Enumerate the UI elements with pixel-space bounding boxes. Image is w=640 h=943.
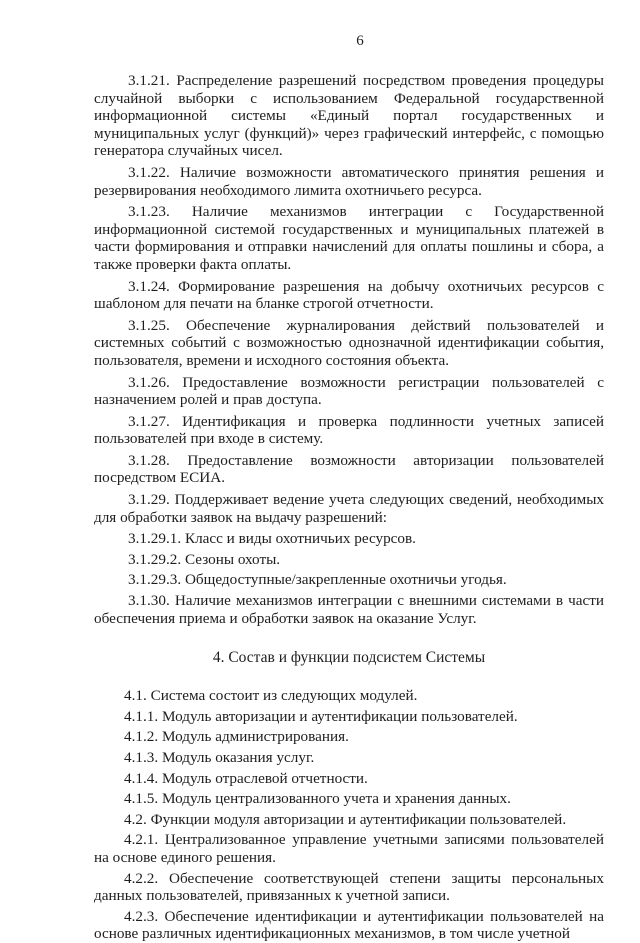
paragraph-4-1-3: 4.1.3. Модуль оказания услуг. [124,749,315,766]
paragraph-3-1-28: 3.1.28. Предоставление возможности авторизации пользователей посредством ЕСИА. [94,451,604,487]
paragraph-3-1-24: 3.1.24. Формирование разрешения на добычу охотничьих ресурсов с шаблоном для печати на бланке строгой отчетности. [94,277,604,313]
paragraph-3-1-30: 3.1.30. Наличие механизмов интеграции с внешними системами в части обеспечения приема и обработки заявок на оказание Услуг. [94,592,604,627]
paragraph-3-1-27: 3.1.27. Идентификация и проверка подлинности учетных записей пользователей при входе в систему. [94,412,604,448]
paragraph-3-1-25: 3.1.25. Обеспечение журналирования действий пользователей и системных событий с возможностью однозначной идентификации события, пользователя, времени и исходного состояния объекта. [94,316,604,369]
paragraph-4-1-1: 4.1.1. Модуль авторизации и аутентификации пользователей. [124,707,518,725]
paragraph-3-1-26: 3.1.26. Предоставление возможности регистрации пользователей с назначением ролей и прав доступа. [94,373,604,409]
paragraph-4-1-5: 4.1.5. Модуль централизованного учета и хранения данных. [124,790,511,808]
paragraph-4-2: 4.2. Функции модуля авторизации и аутентификации пользователей. [124,810,567,828]
paragraph-4-2-1: 4.2.1. Централизованное управление учетными записями пользователей на основе единого решения. [94,831,604,866]
paragraph-3-1-23: 3.1.23. Наличие механизмов интеграции с Государственной информационной системой государственных и муниципальных платежей в части формирования и отправки начислений для оплаты пошлины и сбора, а также проверки факта оплаты. [94,203,604,273]
section-heading: 4. Состав и функции подсистем Системы [212,649,486,667]
page-number: 6 [356,33,364,49]
paragraph-3-1-29-3: 3.1.29.3. Общедоступные/закрепленные охотничьи угодья. [128,571,507,589]
paragraph-3-1-29: 3.1.29. Поддерживает ведение учета следующих сведений, необходимых для обработки заявок на выдачу разрешений: [94,491,604,526]
paragraph-3-1-29-2: 3.1.29.2. Сезоны охоты. [128,550,281,568]
paragraph-4-2-2: 4.2.2. Обеспечение соответствующей степени защиты персональных данных пользователей, привязанных к учетной записи. [94,869,604,905]
paragraph-3-1-22: 3.1.22. Наличие возможности автоматического принятия решения и резервирования необходимого лимита охотничьего ресурса. [94,163,604,199]
paragraph-4-1-2: 4.1.2. Модуль администрирования. [124,728,349,746]
paragraph-4-1-4: 4.1.4. Модуль отраслевой отчетности. [124,769,368,787]
paragraph-4-1: 4.1. Система состоит из следующих модулей. [124,687,418,705]
section-3-items [94,72,604,627]
paragraph-3-1-29-1: 3.1.29.1. Класс и виды охотничьих ресурсов. [128,530,416,548]
paragraph-4-2-3: 4.2.3. Обеспечение идентификации и аутентификации пользователей на основе различных идентификационных механизмов, в том числе учетной [94,907,604,943]
paragraph-3-1-21: 3.1.21. Распределение разрешений посредством проведения процедуры случайной выборки с использованием Федеральной государственной информационной системы «Единый портал государственных и муниципальных услуг (функций)» через графический интерфейс, с помощью генератора случайных чисел. [94,72,604,160]
